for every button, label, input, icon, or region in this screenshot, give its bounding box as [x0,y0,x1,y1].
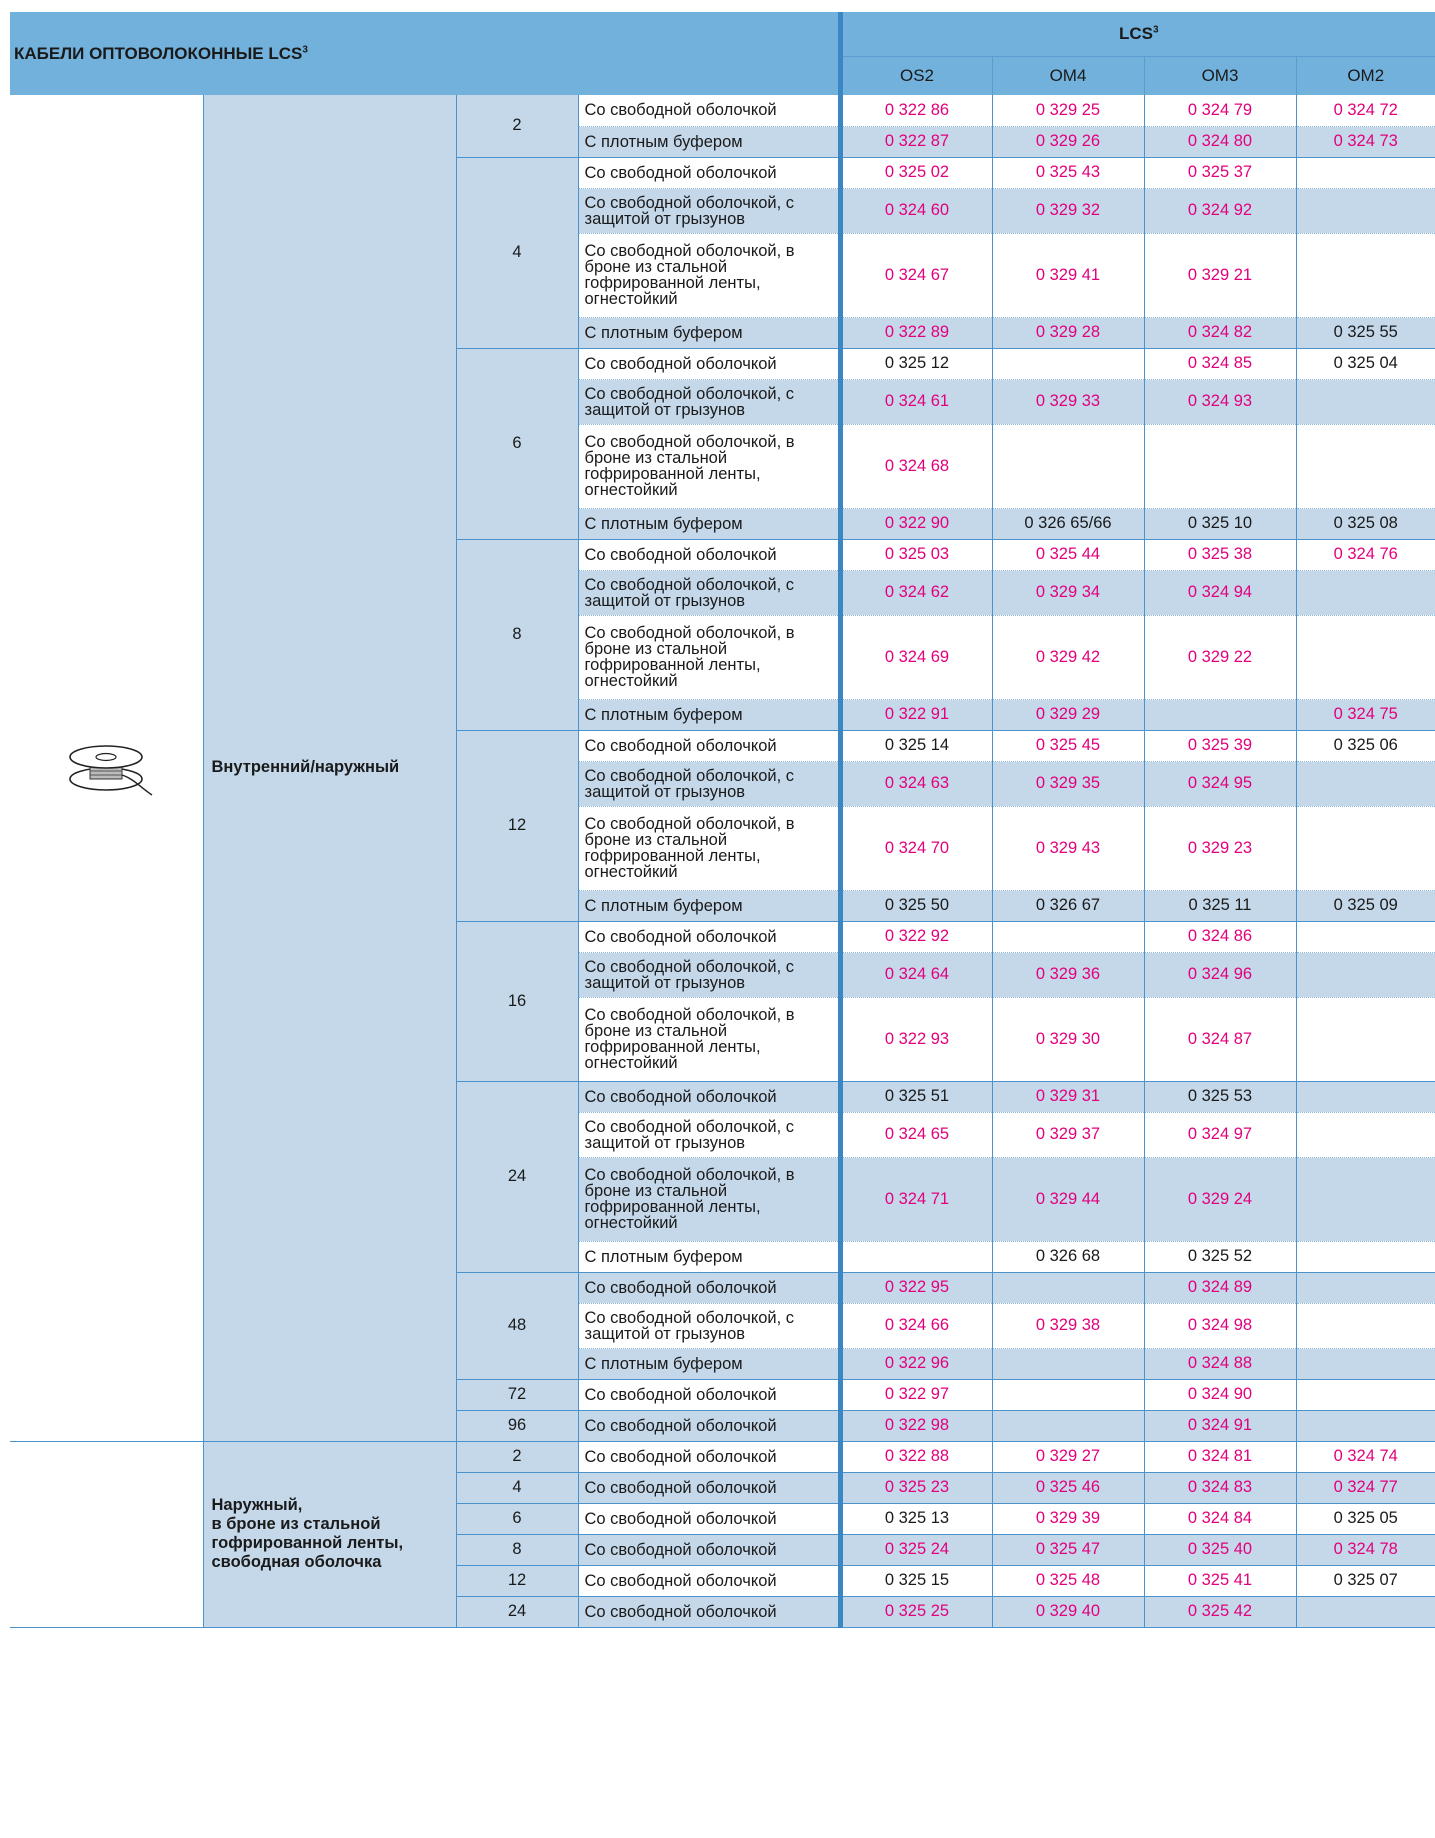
cable-type: Со свободной оболочкой, с защитой от грызунов [578,379,840,424]
article-number-om2: 0 325 06 [1296,730,1435,761]
article-number-om3: 0 329 22 [1144,615,1296,699]
fiber-cable-table [10,12,1435,1628]
article-number-om4: 0 326 65/66 [992,508,1144,539]
fiber-count: 24 [456,1596,578,1627]
article-number-om3: 0 324 84 [1144,1503,1296,1534]
article-number-om4: 0 329 37 [992,1112,1144,1157]
table-row [10,95,1435,126]
table-body [10,95,1435,1627]
article-number-om2 [1296,570,1435,615]
article-number-os2: 0 322 89 [840,317,992,348]
cable-type: Со свободной оболочкой, с защитой от грызунов [578,188,840,233]
article-number-os2: 0 322 91 [840,699,992,730]
article-number-om2 [1296,1272,1435,1303]
article-number-om3: 0 324 86 [1144,921,1296,952]
article-number-os2: 0 325 51 [840,1081,992,1112]
fiber-count: 2 [456,95,578,157]
fiber-count: 96 [456,1410,578,1441]
article-number-om4: 0 325 45 [992,730,1144,761]
application-label: Наружный, в броне из стальной гофрированной ленты, свободная оболочка [203,1441,456,1627]
article-number-om2 [1296,997,1435,1081]
article-number-om4: 0 329 44 [992,1157,1144,1241]
article-number-om4: 0 325 48 [992,1565,1144,1596]
article-number-om4: 0 329 35 [992,761,1144,806]
article-number-om4: 0 329 27 [992,1441,1144,1472]
cable-type: Со свободной оболочкой, в броне из стальной гофрированной ленты, огнестойкий [578,424,840,508]
article-number-om3: 0 324 85 [1144,348,1296,379]
cable-type: С плотным буфером [578,1348,840,1379]
article-number-os2: 0 325 12 [840,348,992,379]
article-number-om2 [1296,379,1435,424]
article-number-om4: 0 329 34 [992,570,1144,615]
article-number-om3: 0 325 38 [1144,539,1296,570]
article-number-om4: 0 329 40 [992,1596,1144,1627]
article-number-os2: 0 322 88 [840,1441,992,1472]
article-number-om4 [992,921,1144,952]
article-number-os2: 0 325 14 [840,730,992,761]
table-title [10,12,840,95]
cable-type: Со свободной оболочкой, в броне из стальной гофрированной ленты, огнестойкий [578,997,840,1081]
cable-type: Со свободной оболочкой [578,1565,840,1596]
article-number-om2 [1296,1410,1435,1441]
article-number-om2: 0 324 72 [1296,95,1435,126]
article-number-om4: 0 329 30 [992,997,1144,1081]
article-number-om2: 0 324 77 [1296,1472,1435,1503]
article-number-om3: 0 325 42 [1144,1596,1296,1627]
article-number-om3: 0 325 10 [1144,508,1296,539]
article-number-os2: 0 324 63 [840,761,992,806]
article-number-om2 [1296,1348,1435,1379]
cable-type: Со свободной оболочкой [578,1379,840,1410]
article-number-om4: 0 329 28 [992,317,1144,348]
fiber-count: 24 [456,1081,578,1272]
cable-type: С плотным буфером [578,126,840,157]
cable-type: Со свободной оболочкой [578,1081,840,1112]
column-header-os2: OS2 [840,56,992,95]
article-number-os2: 0 325 02 [840,157,992,188]
article-number-om2: 0 324 75 [1296,699,1435,730]
article-number-os2: 0 325 13 [840,1503,992,1534]
fiber-count: 16 [456,921,578,1081]
article-number-os2: 0 325 03 [840,539,992,570]
article-number-om3: 0 325 52 [1144,1241,1296,1272]
article-number-om2: 0 325 04 [1296,348,1435,379]
table-row [10,1441,1435,1472]
cable-type: С плотным буфером [578,1241,840,1272]
article-number-os2: 0 325 15 [840,1565,992,1596]
article-number-om2 [1296,1241,1435,1272]
fiber-count: 4 [456,1472,578,1503]
article-number-om3: 0 325 11 [1144,890,1296,921]
article-number-om3: 0 324 87 [1144,997,1296,1081]
article-number-om2 [1296,806,1435,890]
cable-type: Со свободной оболочкой, с защитой от грызунов [578,761,840,806]
article-number-om4 [992,1410,1144,1441]
article-number-os2: 0 324 61 [840,379,992,424]
article-number-om2 [1296,1379,1435,1410]
article-number-om2 [1296,1303,1435,1348]
article-number-om3: 0 329 24 [1144,1157,1296,1241]
cable-reel-icon [54,799,158,817]
article-number-om3: 0 325 37 [1144,157,1296,188]
article-number-om2: 0 324 74 [1296,1441,1435,1472]
article-number-om4: 0 329 25 [992,95,1144,126]
column-group-superscript: 3 [1152,24,1159,36]
article-number-om3: 0 325 39 [1144,730,1296,761]
article-number-om3: 0 324 96 [1144,952,1296,997]
article-number-om2 [1296,188,1435,233]
article-number-om4: 0 325 43 [992,157,1144,188]
article-number-om3: 0 324 83 [1144,1472,1296,1503]
cable-type: Со свободной оболочкой, в броне из стальной гофрированной ленты, огнестойкий [578,233,840,317]
fiber-count: 12 [456,730,578,921]
article-number-om3: 0 324 91 [1144,1410,1296,1441]
article-number-om3 [1144,424,1296,508]
article-number-om3 [1144,699,1296,730]
article-number-om2: 0 324 78 [1296,1534,1435,1565]
article-number-os2: 0 322 90 [840,508,992,539]
article-number-om3: 0 324 94 [1144,570,1296,615]
cable-type: С плотным буфером [578,508,840,539]
article-number-om4: 0 329 43 [992,806,1144,890]
cable-type: Со свободной оболочкой, с защитой от грызунов [578,1303,840,1348]
article-number-om2 [1296,157,1435,188]
article-number-om4: 0 329 32 [992,188,1144,233]
article-number-om4: 0 325 46 [992,1472,1144,1503]
article-number-om3: 0 324 79 [1144,95,1296,126]
article-number-os2: 0 322 86 [840,95,992,126]
article-number-om3: 0 324 90 [1144,1379,1296,1410]
cable-type: С плотным буфером [578,890,840,921]
cable-type: Со свободной оболочкой, в броне из стальной гофрированной ленты, огнестойкий [578,1157,840,1241]
article-number-om2 [1296,1112,1435,1157]
article-number-os2: 0 322 96 [840,1348,992,1379]
article-number-om3: 0 325 41 [1144,1565,1296,1596]
cable-type: Со свободной оболочкой [578,1272,840,1303]
fiber-count: 2 [456,1441,578,1472]
empty-icon-cell [10,1441,203,1627]
cable-type: Со свободной оболочкой [578,1596,840,1627]
cable-type: Со свободной оболочкой [578,730,840,761]
article-number-om4: 0 329 41 [992,233,1144,317]
article-number-os2: 0 324 70 [840,806,992,890]
article-number-om4: 0 329 36 [992,952,1144,997]
article-number-om2 [1296,1157,1435,1241]
article-number-om4 [992,1379,1144,1410]
article-number-os2: 0 322 87 [840,126,992,157]
article-number-os2: 0 324 69 [840,615,992,699]
cable-type: Со свободной оболочкой [578,1441,840,1472]
article-number-os2: 0 322 93 [840,997,992,1081]
article-number-os2: 0 324 67 [840,233,992,317]
article-number-om3: 0 324 98 [1144,1303,1296,1348]
article-number-om4: 0 329 38 [992,1303,1144,1348]
article-number-om3: 0 324 95 [1144,761,1296,806]
article-number-om4: 0 325 47 [992,1534,1144,1565]
fiber-count: 12 [456,1565,578,1596]
article-number-om2: 0 325 09 [1296,890,1435,921]
article-number-om4: 0 329 29 [992,699,1144,730]
table-title-superscript: 3 [302,43,308,55]
article-number-om2 [1296,424,1435,508]
column-group-header [840,12,1435,56]
article-number-om4: 0 326 68 [992,1241,1144,1272]
cable-type: Со свободной оболочкой [578,1534,840,1565]
column-header-om2: OM2 [1296,56,1435,95]
column-header-om4: OM4 [992,56,1144,95]
article-number-om4 [992,1348,1144,1379]
article-number-om2: 0 325 55 [1296,317,1435,348]
cable-type: Со свободной оболочкой, с защитой от грызунов [578,952,840,997]
column-group-text: LCS [1118,23,1153,43]
table-title-text: КАБЕЛИ ОПТОВОЛОКОННЫЕ LCS [14,43,303,63]
article-number-os2: 0 324 65 [840,1112,992,1157]
article-number-om2 [1296,761,1435,806]
cable-type: Со свободной оболочкой [578,1472,840,1503]
column-header-om3: OM3 [1144,56,1296,95]
fiber-count: 8 [456,1534,578,1565]
cable-type: Со свободной оболочкой [578,1410,840,1441]
article-number-om4 [992,424,1144,508]
article-number-os2: 0 322 97 [840,1379,992,1410]
article-number-os2 [840,1241,992,1272]
fiber-count: 72 [456,1379,578,1410]
cable-type: С плотным буфером [578,699,840,730]
cable-type: Со свободной оболочкой [578,95,840,126]
cable-type: Со свободной оболочкой [578,539,840,570]
cable-type: Со свободной оболочкой, в броне из стальной гофрированной ленты, огнестойкий [578,806,840,890]
article-number-os2: 0 322 95 [840,1272,992,1303]
article-number-om3: 0 325 53 [1144,1081,1296,1112]
article-number-om3: 0 324 89 [1144,1272,1296,1303]
article-number-os2: 0 322 92 [840,921,992,952]
fiber-count: 8 [456,539,578,730]
fiber-count: 6 [456,348,578,539]
cable-type: Со свободной оболочкой [578,1503,840,1534]
article-number-os2: 0 324 66 [840,1303,992,1348]
cable-type: Со свободной оболочкой, с защитой от грызунов [578,570,840,615]
article-number-om4 [992,1272,1144,1303]
article-number-os2: 0 324 71 [840,1157,992,1241]
article-number-om4: 0 329 26 [992,126,1144,157]
article-number-om4: 0 329 31 [992,1081,1144,1112]
article-number-om3: 0 325 40 [1144,1534,1296,1565]
article-number-om2 [1296,1596,1435,1627]
fiber-count: 4 [456,157,578,348]
cable-type: Со свободной оболочкой, в броне из стальной гофрированной ленты, огнестойкий [578,615,840,699]
article-number-om2: 0 325 08 [1296,508,1435,539]
article-number-os2: 0 324 62 [840,570,992,615]
article-number-om2 [1296,1081,1435,1112]
cable-type: Со свободной оболочкой [578,921,840,952]
cable-type: Со свободной оболочкой, с защитой от грызунов [578,1112,840,1157]
article-number-om4 [992,348,1144,379]
article-number-om3: 0 324 88 [1144,1348,1296,1379]
article-number-os2: 0 324 60 [840,188,992,233]
article-number-om4: 0 329 42 [992,615,1144,699]
article-number-om3: 0 324 81 [1144,1441,1296,1472]
fiber-count: 48 [456,1272,578,1379]
catalog-table-wrapper [10,12,1435,1628]
article-number-om3: 0 324 93 [1144,379,1296,424]
article-number-om4: 0 326 67 [992,890,1144,921]
article-number-os2: 0 322 98 [840,1410,992,1441]
article-number-os2: 0 325 50 [840,890,992,921]
article-number-om3: 0 324 82 [1144,317,1296,348]
fiber-count: 6 [456,1503,578,1534]
cable-reel-cell [10,95,203,1441]
article-number-om2: 0 325 07 [1296,1565,1435,1596]
article-number-om3: 0 324 80 [1144,126,1296,157]
article-number-om4: 0 325 44 [992,539,1144,570]
article-number-om3: 0 324 97 [1144,1112,1296,1157]
article-number-om4: 0 329 39 [992,1503,1144,1534]
article-number-os2: 0 325 23 [840,1472,992,1503]
article-number-om2 [1296,615,1435,699]
cable-type: Со свободной оболочкой [578,157,840,188]
article-number-om2 [1296,921,1435,952]
article-number-om2 [1296,233,1435,317]
article-number-os2: 0 325 25 [840,1596,992,1627]
application-label: Внутренний/наружный [203,95,456,1441]
cable-type: Со свободной оболочкой [578,348,840,379]
article-number-om2: 0 324 73 [1296,126,1435,157]
article-number-om2: 0 324 76 [1296,539,1435,570]
article-number-os2: 0 324 64 [840,952,992,997]
article-number-om2: 0 325 05 [1296,1503,1435,1534]
article-number-om3: 0 329 21 [1144,233,1296,317]
article-number-om3: 0 329 23 [1144,806,1296,890]
article-number-om2 [1296,952,1435,997]
cable-type: С плотным буфером [578,317,840,348]
article-number-os2: 0 325 24 [840,1534,992,1565]
article-number-om3: 0 324 92 [1144,188,1296,233]
article-number-om4: 0 329 33 [992,379,1144,424]
table-header [10,12,1435,95]
article-number-os2: 0 324 68 [840,424,992,508]
